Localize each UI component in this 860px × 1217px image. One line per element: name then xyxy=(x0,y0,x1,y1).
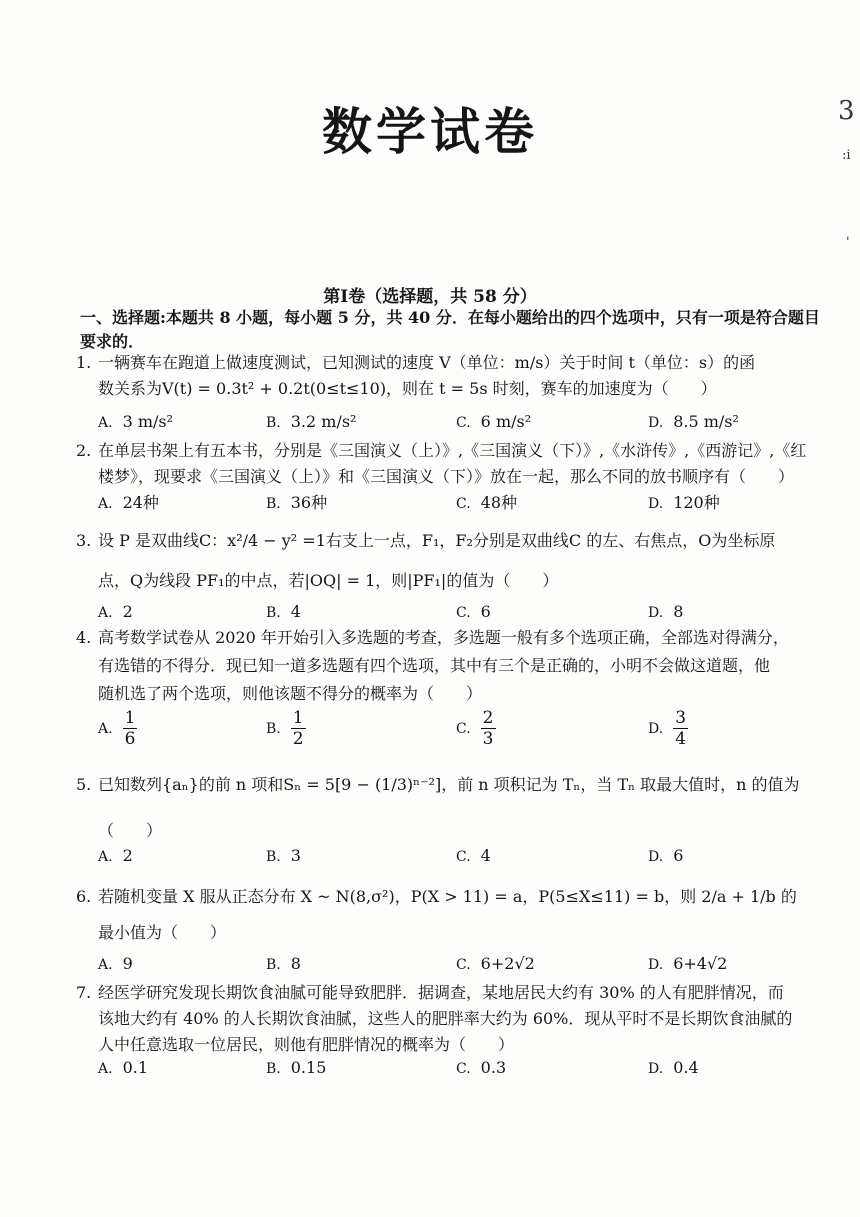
question-text: 该地大约有 40% 的人长期饮食油腻，这些人的肥胖率大约为 60%．现从平时不是长期饮食油腻的 xyxy=(98,1009,793,1028)
question-3 xyxy=(76,526,832,596)
option-d[interactable]: D. 0.4 xyxy=(648,1058,699,1077)
option-d[interactable]: D. 8.5 m/s² xyxy=(648,412,739,431)
option-a[interactable]: A. 9 xyxy=(98,954,133,973)
question-text: 随机选了两个选项，则他该题不得分的概率为（ ） xyxy=(98,684,483,703)
question-number: 4. xyxy=(76,628,92,647)
question-text: 最小值为（ ） xyxy=(98,923,227,942)
option-c[interactable]: C. 6+2√2 xyxy=(456,954,535,973)
question-number: 5. xyxy=(76,775,92,794)
question-7 xyxy=(76,980,832,1058)
question-text: 一辆赛车在跑道上做速度测试，已知测试的速度 V（单位：m/s）关于时间 t（单位：s）的函 xyxy=(98,353,756,372)
question-text: 点，Q为线段 PF₁的中点，若|OQ| = 1，则|PF₁|的值为（ ） xyxy=(98,571,559,590)
question-text: 经医学研究发现长期饮食油腻可能导致肥胖．据调查，某地居民大约有 30% 的人有肥胖情况，而 xyxy=(98,983,784,1002)
option-a[interactable]: A. 24种 xyxy=(98,493,159,512)
option-c[interactable]: C. 4 xyxy=(456,846,491,865)
question-2 xyxy=(76,438,832,490)
option-d[interactable]: D. $\frac{3}{4}$ xyxy=(648,708,687,749)
edge-mark: ' xyxy=(846,235,850,250)
option-b[interactable]: B. $\frac{1}{2}$ xyxy=(266,708,304,749)
option-a[interactable]: A. 2 xyxy=(98,602,133,621)
option-c[interactable]: C. 48种 xyxy=(456,493,518,512)
question-6 xyxy=(76,882,832,948)
edge-mark: :i xyxy=(842,148,851,163)
question-number: 1. xyxy=(76,353,92,372)
option-d[interactable]: D. 6+4√2 xyxy=(648,954,728,973)
option-b[interactable]: B. 0.15 xyxy=(266,1058,327,1077)
question-5 xyxy=(76,770,832,846)
option-a[interactable]: A. 0.1 xyxy=(98,1058,149,1077)
option-b[interactable]: B. 36种 xyxy=(266,493,328,512)
option-c[interactable]: C. 6 xyxy=(456,602,491,621)
question-number: 7. xyxy=(76,983,92,1002)
option-a[interactable]: A. 2 xyxy=(98,846,133,865)
question-text: 有选错的不得分．现已知一道多选题有四个选项，其中有三个是正确的，小明不会做这道题，他 xyxy=(98,656,771,675)
part-heading: 一、选择题:本题共 8 小题，每小题 5 分，共 40 分．在每小题给出的四个选项中，只有一项是符合题目要求的． xyxy=(80,308,820,351)
option-c[interactable]: C. 6 m/s² xyxy=(456,412,532,431)
question-text: 人中任意选取一位居民，则他有肥胖情况的概率为（ ） xyxy=(98,1035,515,1054)
option-c[interactable]: C. 0.3 xyxy=(456,1058,507,1077)
question-text: （ ） xyxy=(98,821,163,840)
page-title: 数学试卷 xyxy=(322,102,538,161)
option-b[interactable]: B. 4 xyxy=(266,602,301,621)
question-text: 数关系为V(t) = 0.3t² + 0.2t(0≤t≤10)，则在 t = 5s 时刻，赛车的加速度为（ ） xyxy=(98,379,717,398)
question-1 xyxy=(76,350,832,402)
question-text: 高考数学试卷从 2020 年开始引入多选题的考查，多选题一般有多个选项正确，全部选对得满分， xyxy=(98,628,789,647)
option-b[interactable]: B. 3.2 m/s² xyxy=(266,412,357,431)
question-text: 在单层书架上有五本书，分别是《三国演义（上）》,《三国演义（下）》,《水浒传》,《西游记》,《红 xyxy=(98,441,807,460)
option-b[interactable]: B. 3 xyxy=(266,846,301,865)
option-b[interactable]: B. 8 xyxy=(266,954,301,973)
question-text: 楼梦》，现要求《三国演义（上）》和《三国演义（下）》放在一起，那么不同的放书顺序有（ ） xyxy=(98,467,795,486)
question-number: 3. xyxy=(76,531,92,550)
question-number: 6. xyxy=(76,887,92,906)
option-d[interactable]: D. 8 xyxy=(648,602,684,621)
option-d[interactable]: D. 6 xyxy=(648,846,684,865)
question-number: 2. xyxy=(76,441,92,460)
question-text: 设 P 是双曲线C：x²/4 − y² =1右支上一点，F₁，F₂分别是双曲线C 的左、右焦点，O为坐标原 xyxy=(98,531,776,550)
section-heading: 第Ⅰ卷（选择题，共 58 分） xyxy=(323,287,537,307)
option-a[interactable]: A. $\frac{1}{6}$ xyxy=(98,708,136,749)
question-4 xyxy=(76,624,832,708)
option-c[interactable]: C. $\frac{2}{3}$ xyxy=(456,708,494,749)
option-d[interactable]: D. 120种 xyxy=(648,493,720,512)
question-text: 已知数列{aₙ}的前 n 项和Sₙ = 5[9 − (1/3)ⁿ⁻²]，前 n 项积记为 Tₙ，当 Tₙ 取最大值时，n 的值为 xyxy=(98,775,800,794)
question-text: 若随机变量 X 服从正态分布 X ~ N(8,σ²)，P(X > 11) = a，P(5≤X≤11) = b，则 2/a + 1/b 的 xyxy=(98,887,797,906)
option-a[interactable]: A. 3 m/s² xyxy=(98,412,174,431)
edge-mark: 3 xyxy=(838,96,855,126)
